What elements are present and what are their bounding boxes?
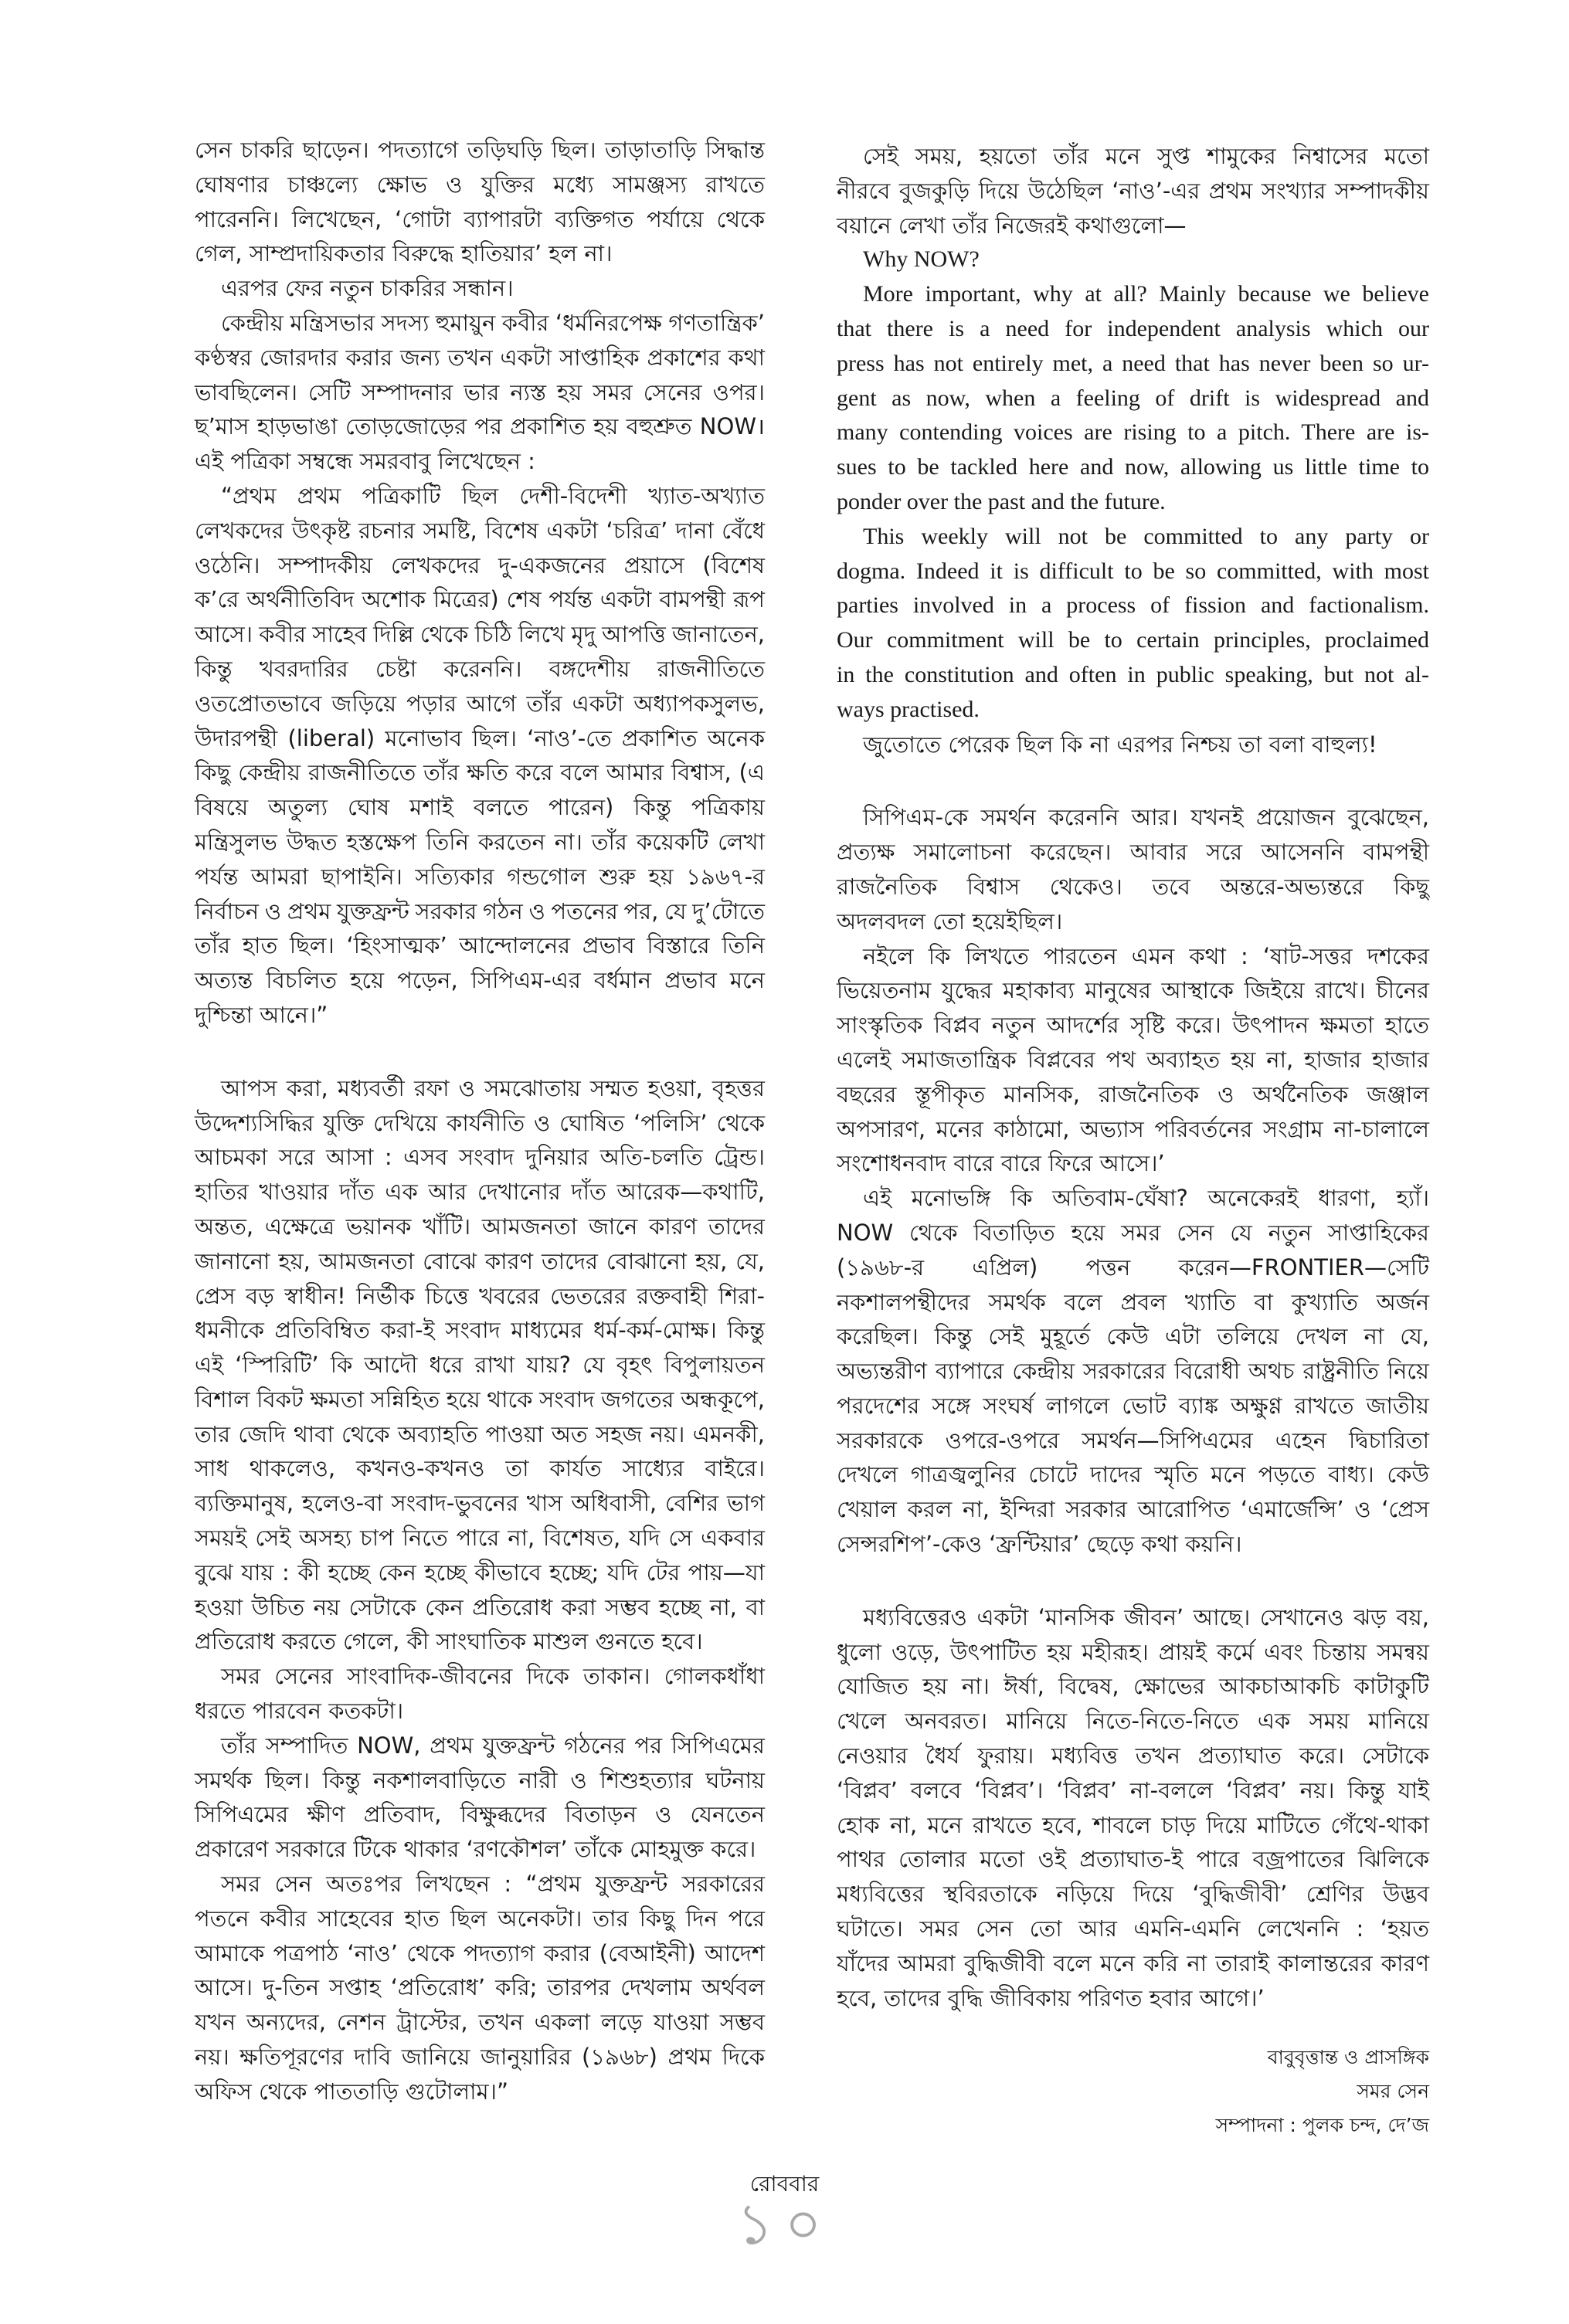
left-column xyxy=(195,133,765,2109)
text-line: ধরতে পারবেন কতকটা। xyxy=(195,1698,404,1725)
text-line: Why NOW? xyxy=(863,246,980,273)
text-line: তাঁর হাত ছিল। ‘হিংসাত্মক’ আন্দোলনের প্রভাব বিস্তারে তিনি xyxy=(195,932,765,959)
text-line: “প্রথম প্রথম পত্রিকাটি ছিল দেশী-বিদেশী খ্যাত-অখ্যাত xyxy=(221,482,765,509)
text-line: আমাকে পত্রপাঠ ‘নাও’ থেকে পদত্যাগ করার (বেআইনী) আদেশ xyxy=(195,1939,765,1966)
paragraph xyxy=(837,277,1429,520)
text-line: অন্তত, এক্ষেত্রে ভয়ানক খাঁটি। আমজনতা জানে কারণ তাদের xyxy=(195,1213,765,1240)
paragraph xyxy=(837,520,1429,728)
text-line: আচমকা সরে আসা : এসব সংবাদ দুনিয়ার অতি-চলতি ট্রেন্ড। xyxy=(195,1144,765,1171)
text-line: হবে, তাদের বুদ্ধি জীবিকায় পরিণত হবার আগে।’ xyxy=(837,1984,1265,2011)
paragraph xyxy=(195,133,765,271)
paragraph xyxy=(195,1659,765,1729)
text-line: ছ’মাস হাড়ভাঙা তোড়জোড়ের পর প্রকাশিত হয় বহুশ্রুত NOW। xyxy=(195,413,765,440)
paragraph xyxy=(837,139,1429,243)
text-line: অভ্যন্তরীণ ব্যাপারে কেন্দ্রীয় সরকারের বিরোধী অথচ রাষ্ট্রনীতি নিয়ে xyxy=(837,1358,1429,1385)
credit-author: সমর সেন xyxy=(1357,2080,1429,2102)
text-line: dogma. Indeed it is difficult to be so committed, with most xyxy=(837,558,1429,584)
text-line: many contending voices are rising to a pitch. There are is- xyxy=(837,419,1429,446)
text-line: প্রত্যক্ষ সমালোচনা করেছেন। আবার সরে আসেননি বামপন্থী xyxy=(837,839,1429,866)
text-line: সমর সেনের সাংবাদিক-জীবনের দিকে তাকান। গোলকধাঁধা xyxy=(221,1663,765,1690)
text-line: নয়। ক্ষতিপূরণের দাবি জানিয়ে জানুয়ারির (১৯৬৮) প্রথম দিকে xyxy=(195,2044,765,2071)
text-line: এই পত্রিকা সম্বন্ধে সমরবাবু লিখেছেন : xyxy=(195,448,535,475)
text-line: সাংস্কৃতিক বিপ্লব নতুন আদর্শের সৃষ্টি করে। উৎপাদন ক্ষমতা হাতে xyxy=(837,1012,1429,1039)
text-line: পরদেশের সঙ্গে সংঘর্ষ লাগলে ভোট ব্যাঙ্ক অক্ষুণ্ণ রাখতে জাতীয় xyxy=(837,1392,1429,1419)
text-line: আসে। কবীর সাহেব দিল্লি থেকে চিঠি লিখে মৃদু আপত্তি জানাতেন, xyxy=(195,621,765,648)
paragraph xyxy=(195,271,765,306)
section-break xyxy=(837,1562,1429,1600)
text-line: এলেই সমাজতান্ত্রিক বিপ্লবের পথ অব্যাহত হয় না, হাজার হাজার xyxy=(837,1046,1429,1073)
text-line: উদ্দেশ্যসিদ্ধির যুক্তি দেখিয়ে কার্যনীতি ও ঘোষিত ‘পলিসি’ থেকে xyxy=(195,1109,765,1136)
text-line: জানানো হয়, আমজনতা বোঝে কারণ তাদের বোঝানো হয়, যে, xyxy=(195,1247,765,1274)
paragraph xyxy=(195,1071,765,1660)
credit-book-title: বাবুবৃত্তান্ত ও প্রাসঙ্গিক xyxy=(1267,2046,1429,2068)
text-line: নির্বাচন ও প্রথম যুক্তফ্রন্ট সরকার গঠন ও পতনের পর, যে দু’টোতে xyxy=(195,897,765,925)
text-line: ঘটাতে। সমর সেন তো আর এমনি-এমনি লেখেননি : ‘হয়ত xyxy=(837,1915,1429,1942)
text-line: সিপিএম-কে সমর্থন করেননি আর। যখনই প্রয়োজন বুঝেছেন, xyxy=(863,804,1429,831)
text-line: খেলে অনবরত। মানিয়ে নিতে-নিতে-নিতে এক সময় মানিয়ে xyxy=(837,1708,1429,1735)
text-line: দেখলে গাত্রজ্বলুনির চোটে দাদের স্মৃতি মনে পড়তে বাধ্য। কেউ xyxy=(837,1461,1429,1488)
paragraph xyxy=(195,1867,765,2109)
paragraph xyxy=(837,243,1429,277)
paragraph xyxy=(195,479,765,1033)
text-line: সমর্থক ছিল। কিন্তু নকশালবাড়িতে নারী ও শিশুহত্যার ঘটনায় xyxy=(195,1766,765,1793)
text-line: সেই সময়, হয়তো তাঁর মনে সুপ্ত শামুকের নিশ্বাসের মতো xyxy=(863,143,1429,169)
text-line: সরকারকে ওপরে-ওপরে সমর্থন—সিপিএমের এহেন দ্বিচারিতা xyxy=(837,1427,1429,1454)
text-line: প্রতিরোধ করতে গেলে, কী সাংঘাতিক মাশুল গুনতে হবে। xyxy=(195,1628,703,1655)
text-line: ‘বিপ্লব’ বলবে ‘বিপ্লব’। ‘বিপ্লব’ না-বললে ‘বিপ্লব’ নয়। কিন্তু যাই xyxy=(837,1776,1429,1803)
text-line: সমর সেন অতঃপর লিখছেন : “প্রথম যুক্তফ্রন্ট সরকারের xyxy=(221,1871,765,1898)
paragraph xyxy=(837,728,1429,762)
text-line: অদলবদল তো হয়েইছিল। xyxy=(837,908,1063,935)
text-line: মধ্যবিত্তের স্থবিরতাকে নড়িয়ে দিয়ে ‘বুদ্ধিজীবী’ শ্রেণির উদ্ভব xyxy=(837,1881,1429,1908)
text-line: ধুলো ওড়ে, উৎপাটিত হয় মহীরূহ। প্রায়ই কর্মে এবং চিন্তায় সমন্বয় xyxy=(837,1638,1429,1665)
text-line: যখন অন্যদের, নেশন ট্রাস্টের, তখন একলা লড়ে যাওয়া সম্ভব xyxy=(195,2009,765,2036)
text-line: ক’রে অর্থনীতিবিদ অশোক মিত্রের) শেষ পর্যন্ত একটা বামপন্থী রূপ xyxy=(195,586,765,613)
text-line: করেছিল। কিন্তু সেই মুহূর্তে কেউ এটা তলিয়ে দেখল না যে, xyxy=(837,1323,1429,1350)
text-line: NOW থেকে বিতাড়িত হয়ে সমর সেন যে নতুন সাপ্তাহিকের xyxy=(837,1219,1429,1246)
paragraph xyxy=(837,800,1429,938)
text-line: পারেননি। লিখেছেন, ‘গোটা ব্যাপারটা ব্যক্তিগত পর্যায়ে থেকে xyxy=(195,205,765,232)
paragraph xyxy=(195,1729,765,1867)
text-line: এই মনোভঙ্গি কি অতিবাম-ঘেঁষা? অনেকেরই ধারণা, হ্যাঁ। xyxy=(863,1185,1429,1212)
text-line: gent as now, when a feeling of drift is widespread and xyxy=(837,385,1429,411)
text-line: that there is a need for independent analysis which our xyxy=(837,315,1429,341)
text-line: More important, why at all? Mainly because we believe xyxy=(863,281,1429,307)
text-line: বিষয়ে অতুল্য ঘোষ মশাই বলতে পারেন) কিন্তু পত্রিকায় xyxy=(195,794,765,821)
text-line: হওয়া উচিত নয় সেটাকে কেন প্রতিরোধ করা সম্ভব হচ্ছে না, বা xyxy=(195,1593,765,1620)
section-break xyxy=(837,762,1429,800)
text-line: ধমনীকে প্রতিবিম্বিত করা-ই সংবাদ মাধ্যমের ধর্ম-কর্ম-মোক্ষ। কিন্তু xyxy=(195,1317,765,1344)
text-line: খেয়াল করল না, ইন্দিরা সরকার আরোপিত ‘এমার্জেন্সি’ ও ‘প্রেস xyxy=(837,1496,1429,1523)
text-line: parties involved in a process of fission and factionalism. xyxy=(837,592,1429,619)
text-line: উদারপন্থী (liberal) মনোভাব ছিল। ‘নাও’-তে প্রকাশিত অনেক xyxy=(195,724,765,751)
text-line: এরপর ফের নতুন চাকরির সন্ধান। xyxy=(221,275,514,302)
text-line: press has not entirely met, a need that has never been so ur- xyxy=(837,350,1429,376)
text-line: sues to be tackled here and now, allowing us little time to xyxy=(837,454,1429,480)
text-line: পর্যন্ত আমরা ছাপাইনি। সত্যিকার গন্ডগোল শুরু হয় ১৯৬৭-র xyxy=(195,863,765,890)
text-line: কিন্তু খবরদারির চেষ্টা করেননি। বঙ্গদেশীয় রাজনীতিতে xyxy=(195,655,765,682)
text-line: মধ্যবিত্তেরও একটা ‘মানসিক জীবন’ আছে। সেখানেও ঝড় বয়, xyxy=(863,1603,1429,1630)
text-line: সংশোধনবাদ বারে বারে ফিরে আসে।’ xyxy=(837,1150,1165,1177)
right-column xyxy=(837,139,1429,2015)
text-line: পতনে কবীর সাহেবের হাত ছিল অনেকটা। তার কিছু দিন পরে xyxy=(195,1905,765,1932)
text-line: মন্ত্রিসুলভ উদ্ধত হস্তক্ষেপ তিনি করতেন না। তাঁর কয়েকটি লেখা xyxy=(195,828,765,855)
source-credits xyxy=(1216,2041,1429,2142)
text-line: অত্যন্ত বিচলিত হয়ে পড়েন, সিপিএম-এর বর্ধমান প্রভাব মনে xyxy=(195,967,765,994)
text-line: দুশ্চিন্তা আনে।” xyxy=(195,1001,328,1028)
text-line: নইলে কি লিখতে পারতেন এমন কথা : ‘ষাট-সত্তর দশকের xyxy=(863,942,1429,969)
text-line: কিছু কেন্দ্রীয় রাজনীতিতে তাঁর ক্ষতি করে বলে আমার বিশ্বাস, (এ xyxy=(195,759,765,786)
text-line: আসে। দু-তিন সপ্তাহ ‘প্রতিরোধ’ করি; তারপর দেখলাম অর্থবল xyxy=(195,1974,765,2001)
paragraph xyxy=(837,1181,1429,1562)
paragraph xyxy=(837,939,1429,1182)
text-line: কেন্দ্রীয় মন্ত্রিসভার সদস্য হুমায়ুন কবীর ‘ধর্মনিরপেক্ষ গণতান্ত্রিক’ xyxy=(221,309,765,336)
text-line: লেখকদের উৎকৃষ্ট রচনার সমষ্টি, বিশেষ একটা ‘চরিত্র’ দানা বেঁধে xyxy=(195,517,765,544)
text-line: হোক না, মনে রাখতে হবে, শাবলে চাড় দিয়ে মাটিতে গেঁথে-থাকা xyxy=(837,1811,1429,1838)
text-line: বিশাল বিকট ক্ষমতা সন্নিহিত হয়ে থাকে সংবাদ জগতের অন্ধকূপে, xyxy=(195,1386,765,1413)
paragraph xyxy=(837,1600,1429,2016)
text-line: ঘোষণার চাঞ্চল্যে ক্ষোভ ও যুক্তির মধ্যে সামঞ্জস্য রাখতে xyxy=(195,171,765,198)
text-line: কণ্ঠস্বর জোরদার করার জন্য তখন একটা সাপ্তাহিক প্রকাশের কথা xyxy=(195,344,765,371)
text-line: এই ‘স্পিরিটি’ কি আদৌ ধরে রাখা যায়? যে বৃহৎ বিপুলায়তন xyxy=(195,1352,765,1379)
text-line: সেন্সরশিপ’-কেও ‘ফ্রন্টিয়ার’ ছেড়ে কথা কয়নি। xyxy=(837,1531,1242,1558)
text-line: ponder over the past and the future. xyxy=(837,488,1166,514)
text-line: in the constitution and often in public speaking, but not al- xyxy=(837,661,1429,687)
text-line: বয়ানে লেখা তাঁর নিজেরই কথাগুলো— xyxy=(837,212,1187,239)
text-line: ওতপ্রোতভাবে জড়িয়ে পড়ার আগে তাঁর একটা অধ্যাপকসুলভ, xyxy=(195,690,765,717)
text-line: বুঝে যায় : কী হচ্ছে কেন হচ্ছে কীভাবে হচ্ছে; যদি টের পায়—যা xyxy=(195,1559,765,1586)
text-line: গেল, সাম্প্রদায়িকতার বিরুদ্ধে হাতিয়ার’ হল না। xyxy=(195,240,613,267)
text-line: হাতির খাওয়ার দাঁত এক আর দেখানোর দাঁত আরেক—কথাটি, xyxy=(195,1179,765,1206)
text-line: তার জেদি থাবা থেকে অব্যাহতি পাওয়া অত সহজ নয়। এমনকী, xyxy=(195,1420,765,1447)
text-line: Our commitment will be to certain principles, proclaimed xyxy=(837,627,1429,653)
text-line: নেওয়ার ধৈর্য ফুরায়। মধ্যবিত্ত তখন প্রত্যাঘাত করে। সেটাকে xyxy=(837,1742,1429,1769)
text-line: অপসারণ, মনের কাঠামো, অভ্যাস পরিবর্তনের সংগ্রাম না-চালালে xyxy=(837,1115,1429,1142)
text-line: অফিস থেকে পাততাড়ি গুটোলাম।” xyxy=(195,2078,509,2105)
text-line: নকশালপন্থীদের সমর্থক বলে প্রবল খ্যাতি বা কুখ্যাতি অর্জন xyxy=(837,1288,1429,1315)
text-line: সাধ থাকলেও, কখনও-কখনও তা কার্যত সাধ্যের বাইরে। xyxy=(195,1455,765,1482)
text-line: নীরবে বুজকুড়ি দিয়ে উঠেছিল ‘নাও’-এর প্রথম সংখ্যার সম্পাদকীয় xyxy=(837,177,1429,204)
text-line: সেন চাকরি ছাড়েন। পদত্যাগে তড়িঘড়ি ছিল। তাড়াতাড়ি সিদ্ধান্ত xyxy=(195,137,765,163)
text-line: (১৯৬৮-র এপ্রিল) পত্তন করেন—FRONTIER—সেটি xyxy=(837,1254,1429,1281)
text-line: ব্যক্তিমানুষ, হলেও-বা সংবাদ-ভুবনের খাস অধিবাসী, বেশির ভাগ xyxy=(195,1490,765,1517)
text-line: সিপিএমের ক্ষীণ প্রতিবাদ, বিক্ষুব্ধদের বিতাড়ন ও যেনতেন xyxy=(195,1801,765,1828)
text-line: তাঁর সম্পাদিত NOW, প্রথম যুক্তফ্রন্ট গঠনের পর সিপিএমের xyxy=(221,1732,765,1759)
text-line: পাথর তোলার মতো ওই প্রত্যাঘাত-ই পারে বজ্রপাতের ঝিলিকে xyxy=(837,1846,1429,1873)
text-line: জুতোতে পেরেক ছিল কি না এরপর নিশ্চয় তা বলা বাহুল্য! xyxy=(863,731,1377,758)
text-line: ways practised. xyxy=(837,696,980,722)
text-line: প্রেস বড় স্বাধীন! নির্ভীক চিত্তে খবরের ভেতরের রক্তবাহী শিরা- xyxy=(195,1282,765,1309)
credit-editor: সম্পাদনা : পুলক চন্দ, দে’জ xyxy=(1215,2114,1429,2136)
text-line: ভাবছিলেন। সেটি সম্পাদনার ভার ন্যস্ত হয় সমর সেনের ওপর। xyxy=(195,378,765,405)
text-line: বছরের স্তূপীকৃত মানসিক, রাজনৈতিক ও অর্থনৈতিক জঞ্জাল xyxy=(837,1081,1429,1108)
text-line: রাজনৈতিক বিশ্বাস থেকেও। তবে অন্তরে-অভ্যন্তরে কিছু xyxy=(837,873,1429,900)
text-line: This weekly will not be committed to any party or xyxy=(863,523,1429,549)
text-line: আপস করা, মধ্যবর্তী রফা ও সমঝোতায় সম্মত হওয়া, বৃহত্তর xyxy=(221,1074,765,1101)
text-line: সময়ই সেই অসহ্য চাপ নিতে পারে না, বিশেষত, যদি সে একবার xyxy=(195,1525,765,1552)
text-line: যোজিত হয় না। ঈর্ষা, বিদ্বেষ, ক্ষোভের আকচাআকচি কাটাকুটি xyxy=(837,1673,1429,1700)
section-break xyxy=(195,1033,765,1071)
magazine-name: রোববার xyxy=(749,2171,820,2197)
text-line: প্রকারেণ সরকারে টিকে থাকার ‘রণকৌশল’ তাঁকে মোহমুক্ত করে। xyxy=(195,1836,756,1863)
text-line: যাঁদের আমরা বুদ্ধিজীবী বলে মনে করি না তারাই কালান্তরের কারণ xyxy=(837,1949,1429,1976)
text-line: ভিয়েতনাম যুদ্ধের মহাকাব্য মানুষের আস্থাকে জিইয়ে রাখে। চীনের xyxy=(837,977,1429,1004)
text-line: ওঠেনি। সম্পাদকীয় লেখকদের দু-একজনের প্রয়াসে (বিশেষ xyxy=(195,551,765,578)
paragraph xyxy=(195,306,765,479)
page-number: ১০ xyxy=(736,2191,833,2258)
